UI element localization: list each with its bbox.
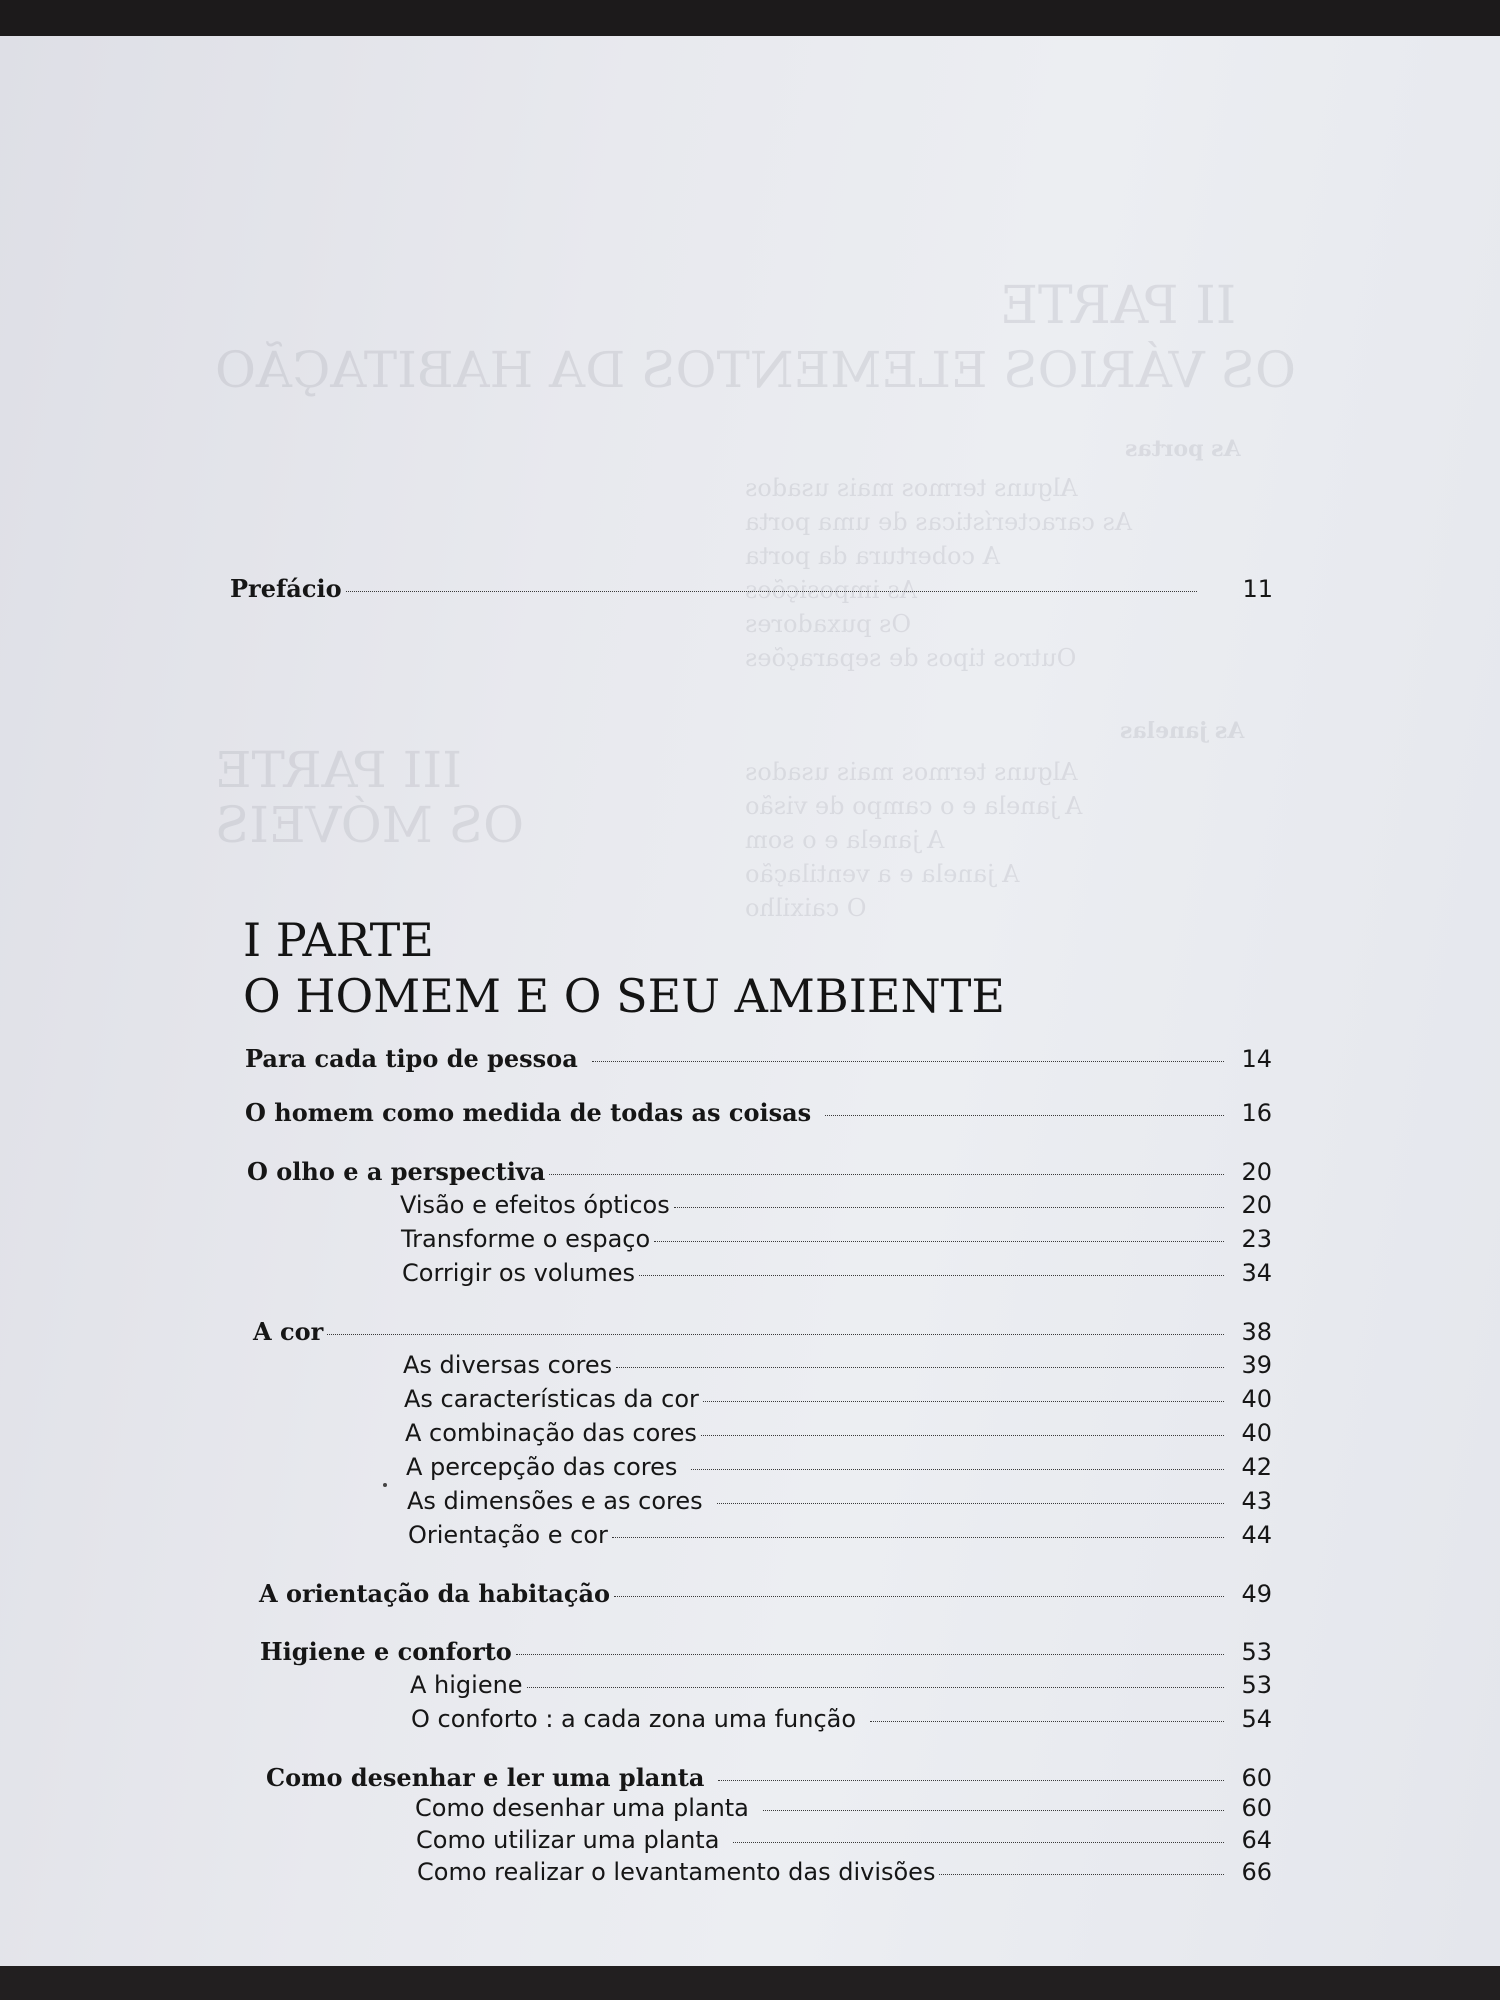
- show-through-line: Outros tipos de separações: [745, 644, 1077, 672]
- show-through-line: A janela e o campo de visão: [745, 792, 1083, 820]
- dot-leader: [346, 591, 1197, 592]
- toc-page-number: 40: [1241, 1385, 1272, 1413]
- toc-subentry: [400, 1191, 1272, 1219]
- toc-page-number: 20: [1241, 1191, 1272, 1219]
- toc-label: Orientação e cor: [408, 1521, 608, 1549]
- toc-page-number: 38: [1241, 1318, 1272, 1346]
- show-through-line: A janela e o som: [745, 826, 945, 854]
- toc-subentry: [406, 1453, 1272, 1481]
- book-page: [0, 36, 1500, 1966]
- toc-label: As diversas cores: [403, 1351, 613, 1379]
- toc-label: O conforto : a cada zona uma função: [411, 1705, 857, 1733]
- show-through-line: A janela e a ventilação: [745, 860, 1020, 888]
- stray-mark: [383, 1483, 387, 1487]
- toc-label: Para cada tipo de pessoa: [245, 1044, 578, 1073]
- toc-label: Como utilizar uma planta: [416, 1826, 720, 1854]
- toc-page-number: 54: [1241, 1705, 1272, 1733]
- toc-label: Visão e efeitos ópticos: [400, 1191, 670, 1219]
- toc-label: As dimensões e as cores: [407, 1487, 703, 1515]
- toc-subentry: [403, 1351, 1272, 1379]
- dot-leader: [516, 1654, 1224, 1655]
- show-through-portas: As portas: [1125, 436, 1241, 462]
- show-through-janelas: As janelas: [1120, 718, 1245, 744]
- toc-entry: [260, 1637, 1272, 1666]
- show-through-line: A cobertura da porta: [745, 542, 1000, 570]
- dot-leader: [549, 1174, 1224, 1175]
- dot-leader: [614, 1596, 1224, 1597]
- dot-leader: [763, 1810, 1224, 1811]
- dot-leader: [718, 1780, 1224, 1781]
- toc-page-number: 60: [1241, 1794, 1272, 1822]
- toc-label: A combinação das cores: [405, 1419, 697, 1447]
- dot-leader: [674, 1207, 1224, 1208]
- toc-page-number: 53: [1241, 1671, 1272, 1699]
- show-through-line: O caixilho: [745, 894, 867, 922]
- toc-page-number: 20: [1241, 1158, 1272, 1186]
- toc-page-number: 66: [1241, 1858, 1272, 1886]
- toc-subentry: [411, 1705, 1272, 1733]
- show-through-line: As imposições: [745, 576, 917, 604]
- toc-label: Prefácio: [230, 574, 342, 603]
- toc-page-number: 39: [1241, 1351, 1272, 1379]
- dot-leader: [870, 1721, 1224, 1722]
- toc-entry-preface: [230, 574, 1273, 603]
- show-through-line: Os puxadores: [745, 610, 912, 638]
- part-name: O HOMEM E O SEU AMBIENTE: [243, 969, 1005, 1023]
- toc-page-number: 44: [1241, 1521, 1272, 1549]
- toc-entry: [253, 1317, 1272, 1346]
- dot-leader: [654, 1241, 1224, 1242]
- toc-label: O olho e a perspectiva: [247, 1157, 546, 1186]
- toc-subentry: [404, 1385, 1272, 1413]
- show-through-line: As características de uma porta: [745, 508, 1133, 536]
- show-through-part2-title: II PARTE: [1000, 276, 1237, 336]
- toc-entry: [259, 1579, 1272, 1608]
- toc-entry: [266, 1763, 1272, 1792]
- toc-label: Corrigir os volumes: [402, 1259, 636, 1287]
- toc-label: Como desenhar uma planta: [415, 1794, 749, 1822]
- dot-leader: [612, 1537, 1224, 1538]
- toc-page-number: 11: [1242, 575, 1273, 603]
- toc-entry: [247, 1157, 1272, 1186]
- toc-subentry: [415, 1794, 1272, 1822]
- dot-leader: [616, 1367, 1224, 1368]
- toc-page-number: 49: [1241, 1580, 1272, 1608]
- toc-subentry: [405, 1419, 1272, 1447]
- dot-leader: [825, 1115, 1224, 1116]
- show-through-part3-subtitle: OS MÓVEIS: [215, 796, 525, 854]
- toc-page-number: 42: [1241, 1453, 1272, 1481]
- background-surface: [0, 1966, 1500, 2000]
- toc-page-number: 40: [1241, 1419, 1272, 1447]
- toc-page-number: 14: [1241, 1045, 1272, 1073]
- show-through-line: Alguns termos mais usados: [745, 474, 1078, 502]
- dot-leader: [327, 1334, 1224, 1335]
- toc-subentry: [401, 1225, 1272, 1253]
- toc-subentry: [402, 1259, 1272, 1287]
- dot-leader: [527, 1687, 1224, 1688]
- toc-label: Como desenhar e ler uma planta: [266, 1763, 705, 1792]
- toc-page-number: 23: [1241, 1225, 1272, 1253]
- toc-label: Transforme o espaço: [401, 1225, 651, 1253]
- toc-subentry: [417, 1858, 1272, 1886]
- show-through-part2-subtitle: OS VÁRIOS ELEMENTOS DA HABITAÇÃO: [215, 341, 1297, 399]
- toc-page-number: 53: [1241, 1638, 1272, 1666]
- toc-label: A higiene: [410, 1671, 523, 1699]
- toc-entry: [245, 1044, 1272, 1073]
- dot-leader: [733, 1842, 1224, 1843]
- toc-page-number: 43: [1241, 1487, 1272, 1515]
- toc-page-number: 60: [1241, 1764, 1272, 1792]
- dot-leader: [701, 1435, 1224, 1436]
- dot-leader: [939, 1874, 1224, 1875]
- toc-page-number: 34: [1241, 1259, 1272, 1287]
- toc-page-number: 64: [1241, 1826, 1272, 1854]
- show-through-line: Alguns termos mais usados: [745, 758, 1078, 786]
- part-number: I PARTE: [243, 913, 434, 967]
- toc-label: A percepção das cores: [406, 1453, 678, 1481]
- toc-label: Higiene e conforto: [260, 1637, 512, 1666]
- toc-page-number: 16: [1241, 1099, 1272, 1127]
- part-title: [243, 912, 1005, 1024]
- toc-subentry: [416, 1826, 1272, 1854]
- toc-subentry: [410, 1671, 1272, 1699]
- toc-label: As características da cor: [404, 1385, 699, 1413]
- toc-label: A cor: [253, 1317, 324, 1346]
- toc-subentry: [407, 1487, 1272, 1515]
- dot-leader: [703, 1401, 1224, 1402]
- toc-entry: [245, 1098, 1272, 1127]
- toc-label: O homem como medida de todas as coisas: [245, 1098, 812, 1127]
- dot-leader: [592, 1061, 1224, 1062]
- toc-label: Como realizar o levantamento das divisões: [417, 1858, 936, 1886]
- toc-label: A orientação da habitação: [259, 1579, 611, 1608]
- dot-leader: [717, 1503, 1224, 1504]
- show-through-part3-title: III PARTE: [215, 741, 462, 799]
- dot-leader: [639, 1275, 1224, 1276]
- toc-subentry: [408, 1521, 1272, 1549]
- dot-leader: [691, 1469, 1224, 1470]
